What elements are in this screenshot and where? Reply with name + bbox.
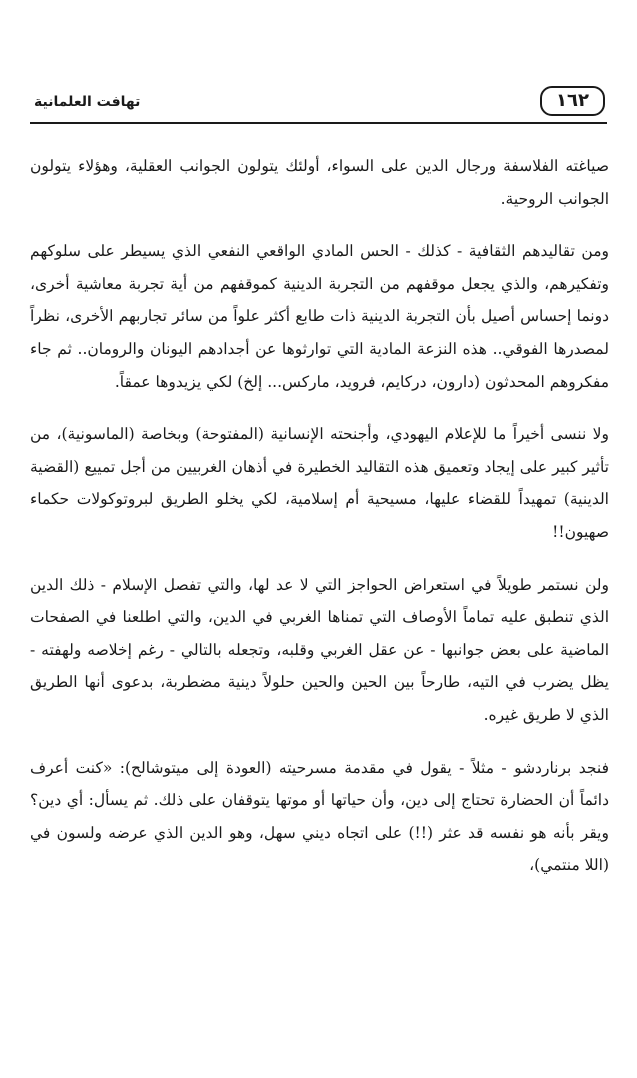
paragraph: ولا ننسى أخيراً ما للإعلام اليهودي، وأجنحته الإنسانية (المفتوحة) وبخاصة (الماسونية)، من تأثير كبير على إيجاد وتعميق هذه التقاليد الخطيرة في أذهان الغربيين من أجل تمييع (القضية الدينية) تمهيداً للقضاء عليها، مسيحية أم إسلامية، لكي يخلو الطريق لبروتوكولات حكماء صهيون!!: [30, 425, 609, 541]
book-title: تهافت العلمانية: [34, 94, 141, 110]
paragraph: ولن نستمر طويلاً في استعراض الحواجز التي لا عد لها، والتي تفصل الإسلام - ذلك الدين الذي تنطبق عليه تماماً الأوصاف التي تمناها الغربي في الدين، والتي اطلعنا في الصفحات الماضية على بعض جوانبها - عن عقل الغربي وقلبه، وتجعله بالتالي - رغم إخلاصه ولهفته - يظل يضرب في التيه، طارحاً بين الحين والحين حلولاً دينية مضطربة، بدعوى أنها الطريق الذي لا طريق غيره.: [30, 575, 609, 724]
header-divider: [30, 122, 607, 124]
paragraph: فنجد برناردشو - مثلاً - يقول في مقدمة مسرحيته (العودة إلى ميتوشالح): «كنت أعرف دائماً أن الحضارة تحتاج إلى دين، وأن حياتها أو موتها يتوقفان على ذلك. ثم يسأل: أي دين؟ ويقر بأنه هو نفسه قد عثر (!!) على اتجاه ديني سهل، وهو الدين الذي عرضه ولسون في (اللا منتمي)،: [30, 758, 609, 875]
paragraph: صياغته الفلاسفة ورجال الدين على السواء، أولئك يتولون الجوانب العقلية، وهؤلاء يتولون الجوانب الروحية.: [30, 157, 609, 208]
page-number: ١٦٢: [540, 86, 605, 116]
paragraph: ومن تقاليدهم الثقافية - كذلك - الحس المادي الواقعي النفعي الذي يسيطر على سلوكهم وتفكيرهم، والذي يجعل موقفهم من التجربة الدينية كموقفهم من أية تجربة معاشية أخرى، دونما إحساس أصيل بأن التجربة الدينية ذات طابع أكثر علواً من سائر تجاربهم الأخرى، نظراً لمصدرها الفوقي.. هذه النزعة المادية التي توارثوها عن أجدادهم اليونان والرومان.. ثم جاء مفكروهم المحدثون (دارون، دركايم، فرويد، ماركس... إلخ) لكي يزيدوها عمقاً.: [30, 242, 609, 391]
body-text: [30, 150, 609, 902]
running-header: [30, 84, 607, 124]
